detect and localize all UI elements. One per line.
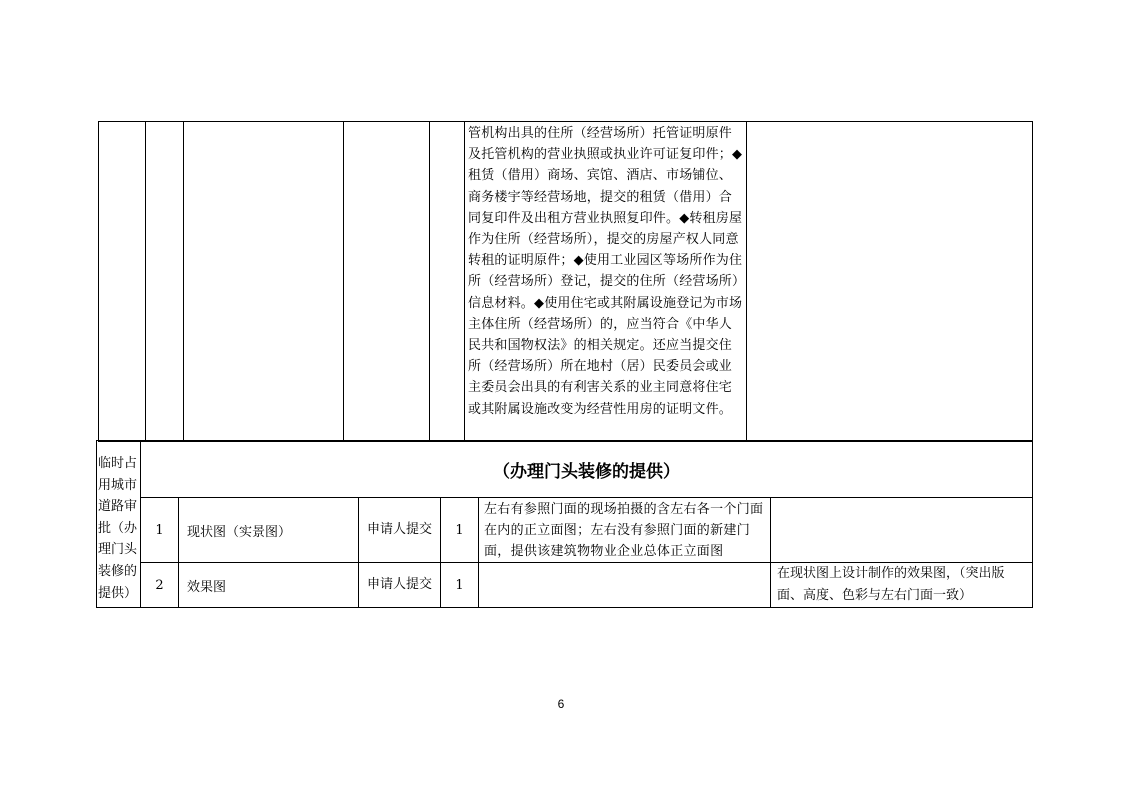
- cell-note: [747, 122, 1033, 442]
- cell-material: [184, 122, 344, 442]
- page-number: 6: [557, 697, 565, 711]
- note: 在现状图上设计制作的效果图，（突出版面、高度、色彩与左右门面一致）: [771, 563, 1033, 608]
- requirement: [479, 563, 771, 608]
- continued-table: [98, 121, 1033, 442]
- note: [771, 498, 1033, 563]
- requirement-text: 管机构出具的住所（经营场所）托管证明原件及托管机构的营业执照或执业许可证复印件；◆租赁（借用）商场、宾馆、酒店、市场铺位、商务楼宇等经营场地，提交的租赁（借用）合同复印件及出租方营业执照复印件。◆转租房屋作为住所（经营场所），提交的房屋产权人同意转租的证明原件；◆使用工业园区等场所作为住所（经营场所）登记，提交的住所（经营场所）信息材料。◆使用住宅或其附属设施登记为市场主体住所（经营场所）的，应当符合《中华人民共和国物权法》的相关规定。还应当提交住所（经营场所）所在地村（居）民委员会或业主委员会出具的有利害关系的业主同意将住宅或其附属设施改变为经营性用房的证明文件。: [465, 122, 747, 442]
- copies: 1: [441, 563, 479, 608]
- table-row: [97, 498, 1033, 563]
- cell-submitter: [344, 122, 430, 442]
- submitter: 申请人提交: [359, 563, 441, 608]
- cell-category: [99, 122, 146, 442]
- table-row: [97, 563, 1033, 608]
- cell-no: [146, 122, 184, 442]
- submitter: 申请人提交: [359, 498, 441, 563]
- material-name: 效果图: [179, 563, 359, 608]
- section-heading: （办理门头装修的提供）: [141, 441, 1033, 498]
- table-row: [97, 441, 1033, 498]
- category-label: 临时占用城市道路审批（办理门头装修的提供）: [97, 441, 141, 608]
- material-name: 现状图（实景图）: [179, 498, 359, 563]
- requirement: 左右有参照门面的现场拍摄的含左右各一个门面在内的正立面图；左右没有参照门面的新建门面，提供该建筑物物业企业总体正立面图: [479, 498, 771, 563]
- row-number: 1: [141, 498, 179, 563]
- storefront-table: [96, 440, 1033, 608]
- row-number: 2: [141, 563, 179, 608]
- table-row: [99, 122, 1033, 442]
- copies: 1: [441, 498, 479, 563]
- cell-copies: [430, 122, 465, 442]
